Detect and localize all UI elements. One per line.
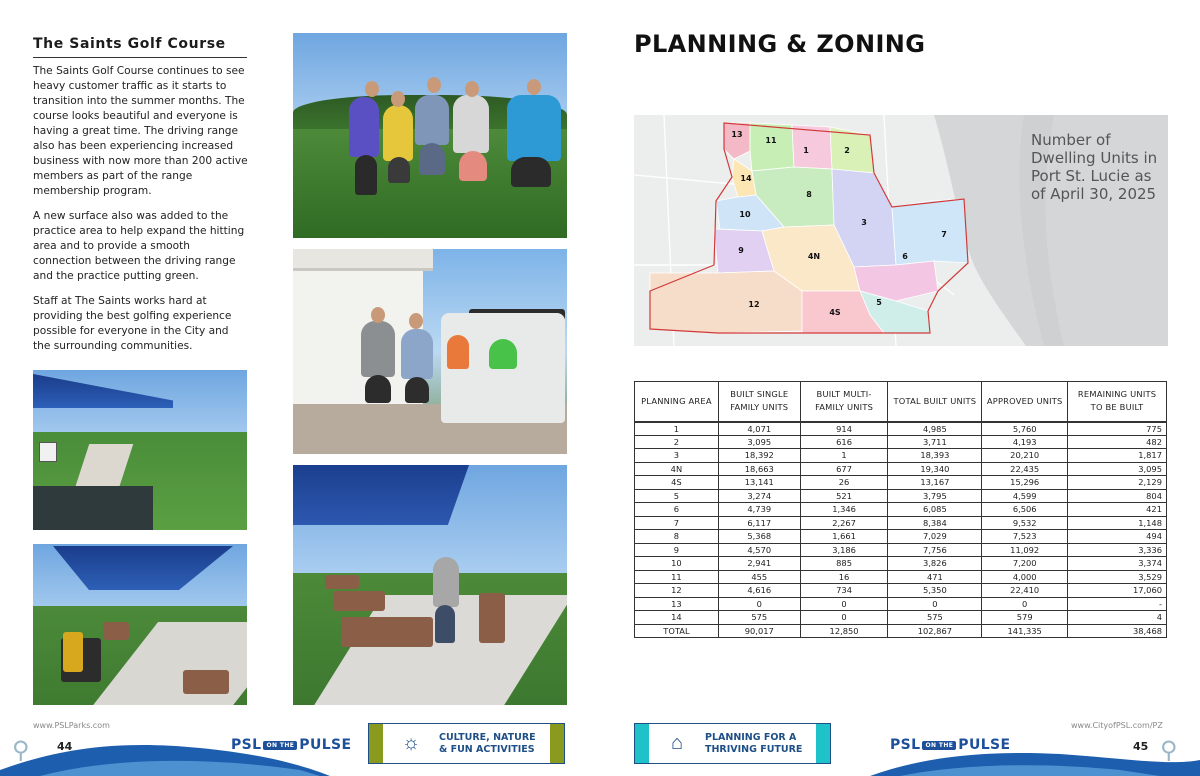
table-cell: 3,529: [1068, 570, 1167, 584]
brand-pulse: PULSE: [958, 737, 1011, 753]
table-cell: 3,374: [1068, 557, 1167, 571]
table-cell: 13,167: [888, 476, 982, 490]
table-row: [635, 624, 1167, 638]
table-cell: 494: [1068, 530, 1167, 544]
article-body: [33, 64, 249, 364]
table-cell: 11,092: [982, 543, 1068, 557]
column-header: BUILT SINGLE FAMILY UNITS: [718, 382, 800, 422]
column-header: TOTAL BUILT UNITS: [888, 382, 982, 422]
article-paragraph: Staff at The Saints works hard at providing the best golfing experience possible for everyone in the City and the surrounding communities.: [33, 295, 232, 352]
map-area-label: 8: [806, 190, 812, 199]
table-cell: 5,760: [982, 422, 1068, 436]
map-area-label: 12: [748, 300, 760, 309]
table-cell: 4,071: [718, 422, 800, 436]
brand-psl: PSL: [231, 737, 262, 753]
table-cell: 885: [800, 557, 888, 571]
map-area-label: 14: [740, 174, 752, 183]
house-icon: ⌂: [670, 732, 684, 754]
table-cell: 9: [635, 543, 719, 557]
table-row: [635, 503, 1167, 517]
table-cell: 6,506: [982, 503, 1068, 517]
table-cell: 20,210: [982, 449, 1068, 463]
table-cell: TOTAL: [635, 624, 719, 638]
zoning-map: [634, 115, 1168, 346]
table-cell: 0: [800, 597, 888, 611]
table-cell: 0: [800, 611, 888, 625]
map-area-label: 5: [876, 298, 882, 307]
table-cell: 2,941: [718, 557, 800, 571]
table-cell: 3: [635, 449, 719, 463]
table-row: [635, 584, 1167, 598]
table-cell: 11: [635, 570, 719, 584]
heron-icon: ⚲: [12, 737, 30, 764]
table-cell: 4,000: [982, 570, 1068, 584]
table-cell: 0: [888, 597, 982, 611]
table-cell: 734: [800, 584, 888, 598]
table-row: [635, 422, 1167, 436]
table-row: [635, 557, 1167, 571]
table-cell: 13,141: [718, 476, 800, 490]
table-cell: 2,129: [1068, 476, 1167, 490]
table-cell: 12: [635, 584, 719, 598]
table-row: [635, 462, 1167, 476]
table-cell: 22,435: [982, 462, 1068, 476]
table-cell: 914: [800, 422, 888, 436]
table-cell: 18,663: [718, 462, 800, 476]
table-cell: 3,795: [888, 489, 982, 503]
table-row: [635, 516, 1167, 530]
map-caption: Number of Dwelling Units in Port St. Lucie as of April 30, 2025: [1031, 131, 1158, 203]
map-area-label: 3: [861, 218, 867, 227]
brand-logo-right: [890, 737, 1011, 753]
table-cell: 9,532: [982, 516, 1068, 530]
map-area-label: 6: [902, 252, 908, 261]
map-area-label: 13: [731, 130, 743, 139]
table-cell: 10: [635, 557, 719, 571]
table-cell: 90,017: [718, 624, 800, 638]
column-header: PLANNING AREA: [635, 382, 719, 422]
brand-pill: ON THE: [922, 741, 956, 750]
table-cell: 3,826: [888, 557, 982, 571]
table-cell: 141,335: [982, 624, 1068, 638]
section-tag-planning: [634, 723, 831, 764]
footer-url-left[interactable]: www.PSLParks.com: [33, 721, 110, 730]
table-cell: 8: [635, 530, 719, 544]
table-cell: 3,336: [1068, 543, 1167, 557]
table-cell: 455: [718, 570, 800, 584]
table-row: [635, 476, 1167, 490]
table-cell: 18,393: [888, 449, 982, 463]
table-cell: 7,756: [888, 543, 982, 557]
article-paragraph: A new surface also was added to the practice area to help expand the hitting area and to provide a smooth connection between the driving range and the practice putting green.: [33, 210, 245, 282]
brand-psl: PSL: [890, 737, 921, 753]
table-row: [635, 597, 1167, 611]
brand-pulse: PULSE: [299, 737, 352, 753]
table-cell: 4,616: [718, 584, 800, 598]
table-cell: 3,274: [718, 489, 800, 503]
table-header-row: [635, 382, 1167, 422]
table-cell: 1: [635, 422, 719, 436]
table-row: [635, 611, 1167, 625]
table-cell: 4S: [635, 476, 719, 490]
table-cell: 4: [1068, 611, 1167, 625]
page-heading: PLANNING & ZONING: [634, 30, 926, 58]
table-cell: -: [1068, 597, 1167, 611]
table-body: [635, 422, 1167, 638]
table-cell: 7,029: [888, 530, 982, 544]
table-cell: 4,570: [718, 543, 800, 557]
table-cell: 7,200: [982, 557, 1068, 571]
table-cell: 3,095: [1068, 462, 1167, 476]
table-cell: 26: [800, 476, 888, 490]
table-cell: 1,346: [800, 503, 888, 517]
table-cell: 804: [1068, 489, 1167, 503]
map-area-label: 10: [739, 210, 751, 219]
table-cell: 575: [888, 611, 982, 625]
table-cell: 5,350: [888, 584, 982, 598]
table-cell: 5,368: [718, 530, 800, 544]
table-cell: 18,392: [718, 449, 800, 463]
table-cell: 3,711: [888, 435, 982, 449]
table-cell: 4,599: [982, 489, 1068, 503]
table-cell: 19,340: [888, 462, 982, 476]
table-row: [635, 530, 1167, 544]
section-label: PLANNING FOR A THRIVING FUTURE: [705, 731, 803, 755]
brand-logo-left: [231, 737, 352, 753]
table-cell: 1,661: [800, 530, 888, 544]
table-cell: 775: [1068, 422, 1167, 436]
brand-pill: ON THE: [263, 741, 297, 750]
table-cell: 616: [800, 435, 888, 449]
map-area-label: 9: [738, 246, 744, 255]
table-cell: 4N: [635, 462, 719, 476]
table-cell: 7: [635, 516, 719, 530]
table-cell: 471: [888, 570, 982, 584]
dwelling-units-table: [634, 381, 1167, 638]
sunset-icon: ☼: [401, 732, 421, 754]
table-cell: 579: [982, 611, 1068, 625]
table-row: [635, 435, 1167, 449]
table-cell: 15,296: [982, 476, 1068, 490]
page-number-left: 44: [57, 740, 73, 753]
table-cell: 3,186: [800, 543, 888, 557]
table-cell: 16: [800, 570, 888, 584]
article-title: The Saints Golf Course: [33, 36, 247, 58]
table-cell: 4,739: [718, 503, 800, 517]
range-stand-row-photo: [33, 544, 247, 705]
map-area-label: 4S: [829, 308, 841, 317]
table-row: [635, 570, 1167, 584]
table-cell: 102,867: [888, 624, 982, 638]
table-cell: 482: [1068, 435, 1167, 449]
table-cell: 575: [718, 611, 800, 625]
table-cell: 0: [982, 597, 1068, 611]
table-cell: 22,410: [982, 584, 1068, 598]
table-row: [635, 449, 1167, 463]
table-row: [635, 543, 1167, 557]
map-area-label: 2: [844, 146, 850, 155]
heron-icon: ⚲: [1160, 737, 1178, 764]
article-paragraph: The Saints Golf Course continues to see heavy customer traffic as it starts to transition into the summer months. The course looks beautiful and everyone is having a great time. The driving range also has been experiencing increased business with now more than 200 active members as part of the range membership program.: [33, 65, 248, 197]
table-cell: 2,267: [800, 516, 888, 530]
table-cell: 2: [635, 435, 719, 449]
table-cell: 4,193: [982, 435, 1068, 449]
table-cell: 12,850: [800, 624, 888, 638]
table-cell: 1: [800, 449, 888, 463]
golf-cart-photo: [293, 249, 567, 454]
table-cell: 0: [718, 597, 800, 611]
table-cell: 6: [635, 503, 719, 517]
table-cell: 1,817: [1068, 449, 1167, 463]
table-cell: 4,985: [888, 422, 982, 436]
map-area-label: 11: [765, 136, 777, 145]
section-tag-culture: [368, 723, 565, 764]
table-cell: 6,117: [718, 516, 800, 530]
table-cell: 17,060: [1068, 584, 1167, 598]
table-cell: 3,095: [718, 435, 800, 449]
table-row: [635, 489, 1167, 503]
golfers-group-photo: [293, 33, 567, 238]
table-cell: 677: [800, 462, 888, 476]
driving-range-stands-photo: [293, 465, 567, 705]
table-cell: 38,468: [1068, 624, 1167, 638]
table-cell: 14: [635, 611, 719, 625]
table-cell: 7,523: [982, 530, 1068, 544]
table-cell: 13: [635, 597, 719, 611]
table-cell: 6,085: [888, 503, 982, 517]
page-number-right: 45: [1133, 740, 1149, 753]
map-area-label: 4N: [807, 252, 821, 261]
table-cell: 5: [635, 489, 719, 503]
column-header: APPROVED UNITS: [982, 382, 1068, 422]
column-header: BUILT MULTI-FAMILY UNITS: [800, 382, 888, 422]
map-area-label: 7: [941, 230, 947, 239]
table-cell: 8,384: [888, 516, 982, 530]
table-cell: 521: [800, 489, 888, 503]
footer-url-right[interactable]: www.CityofPSL.com/PZ: [1071, 721, 1163, 730]
footer-waves: [0, 730, 1200, 776]
table-cell: 421: [1068, 503, 1167, 517]
column-header: REMAINING UNITS TO BE BUILT: [1068, 382, 1167, 422]
range-canopy-photo: [33, 370, 247, 530]
table-cell: 1,148: [1068, 516, 1167, 530]
section-label: CULTURE, NATURE & FUN ACTIVITIES: [439, 731, 536, 755]
map-area-label: 1: [803, 146, 809, 155]
